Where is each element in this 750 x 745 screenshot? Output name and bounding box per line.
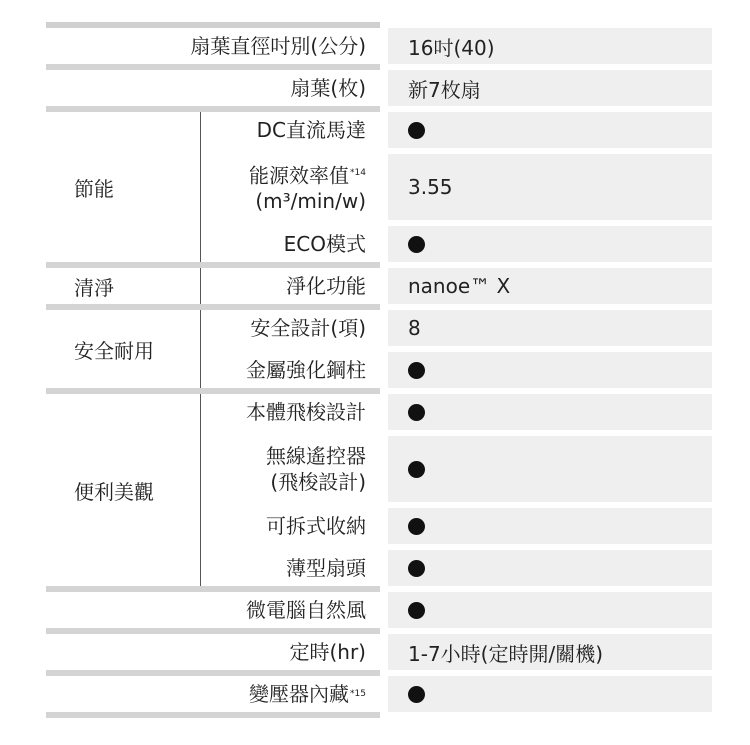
filled-circle-icon	[408, 236, 425, 253]
filled-circle-icon	[408, 461, 425, 478]
table-row	[46, 676, 712, 712]
eco-label: ECO模式	[283, 232, 366, 256]
transformer-value	[388, 676, 712, 712]
purify-value: nanoe™ X	[388, 268, 712, 304]
thin-head-label: 薄型扇頭	[286, 556, 366, 580]
timer-value: 1-7小時(定時開/關機)	[388, 634, 712, 670]
category-clean: 清淨	[74, 275, 114, 300]
diameter-label: 扇葉直徑吋別(公分)	[190, 34, 366, 58]
metal-label: 金屬強化鋼柱	[246, 358, 366, 382]
filled-circle-icon	[408, 686, 425, 703]
spec-table	[46, 22, 712, 718]
shuttle-value	[388, 394, 712, 430]
safety-value: 8	[388, 310, 712, 346]
footnote-14: *14	[350, 167, 366, 178]
filled-circle-icon	[408, 518, 425, 535]
efficiency-value: 3.55	[388, 154, 712, 220]
purify-label: 淨化功能	[286, 274, 366, 298]
diameter-value: 16吋(40)	[388, 28, 712, 64]
filled-circle-icon	[408, 404, 425, 421]
filled-circle-icon	[408, 602, 425, 619]
timer-label: 定時(hr)	[289, 640, 366, 664]
micro-label: 微電腦自然風	[246, 598, 366, 622]
table-row	[46, 634, 712, 670]
category-convenience: 便利美觀	[74, 479, 154, 504]
dc-motor-label: DC直流馬達	[256, 118, 366, 142]
dc-motor-value	[388, 112, 712, 148]
shuttle-label: 本體飛梭設計	[246, 400, 366, 424]
thin-head-value	[388, 550, 712, 586]
filled-circle-icon	[408, 560, 425, 577]
storage-value	[388, 508, 712, 544]
remote-label	[200, 436, 380, 502]
remote-label-line1: 無線遙控器	[266, 444, 366, 468]
table-row	[46, 28, 712, 64]
table-row	[46, 592, 712, 628]
footnote-15: *15	[350, 689, 366, 699]
remote-value	[388, 436, 712, 502]
safety-label: 安全設計(項)	[250, 316, 366, 340]
efficiency-label-line1: 能源效率值	[249, 163, 350, 188]
blades-value: 新7枚扇	[388, 70, 712, 106]
metal-value	[388, 352, 712, 388]
micro-value	[388, 592, 712, 628]
remote-label-line2: (飛梭設計)	[270, 470, 366, 494]
group-safety	[46, 310, 712, 388]
separator	[46, 712, 712, 718]
table-row	[46, 70, 712, 106]
category-safety: 安全耐用	[74, 338, 154, 363]
group-energy	[46, 112, 712, 262]
filled-circle-icon	[408, 362, 425, 379]
group-convenience	[46, 394, 712, 586]
efficiency-label-line2: (m³/min/w)	[255, 189, 366, 214]
efficiency-label	[200, 154, 380, 220]
transformer-label-text: 變壓器內藏	[249, 682, 350, 706]
filled-circle-icon	[408, 122, 425, 139]
category-energy: 節能	[74, 176, 114, 201]
eco-value	[388, 226, 712, 262]
blades-label: 扇葉(枚)	[290, 76, 366, 100]
storage-label: 可拆式收納	[266, 514, 366, 538]
group-clean	[46, 268, 712, 304]
transformer-label	[46, 676, 380, 712]
